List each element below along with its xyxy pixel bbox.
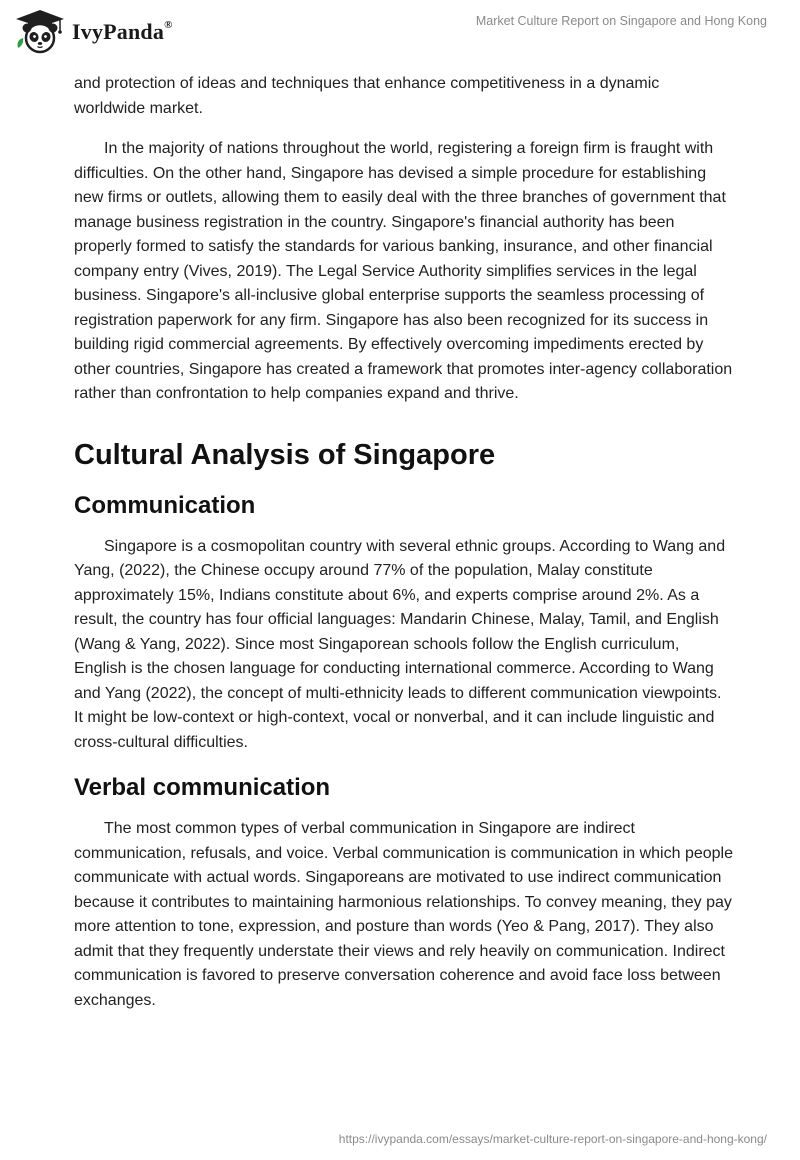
article-body [74, 72, 734, 1013]
heading-verbal-communication: Verbal communication [74, 774, 331, 801]
panda-graduate-icon [14, 8, 66, 54]
paragraph-communication: Singapore is a cosmopolitan country with several ethnic groups. According to Wang and Yang, (2022), the Chinese occupy around 77% of the population, Malay constitute approximately 15%, Indians constitute about 6%, and experts comprise around 2%. As a result, the country has four official languages: Mandarin Chinese, Malay, Tamil, and English (Wang & Yang, 2022). Since most Singaporean schools follow the English curriculum, English is the chosen language for conducting international commerce. According to Wang and Yang (2022), the concept of multi-ethnicity leads to different communication viewpoints. It might be low-context or high-context, vocal or nonverbal, and it can include linguistic and cross-cultural difficulties. [74, 537, 726, 751]
page-header [0, 0, 800, 64]
paragraph-registration: In the majority of nations throughout the world, registering a foreign firm is fraught with difficulties. On the other hand, Singapore has devised a simple procedure for establishing new firms or outlets, allowing them to easily deal with the three branches of government that manage business registration in the country. Singapore's financial authority has been properly formed to satisfy the standards for various banking, insurance, and other financial company entry (Vives, 2019). The Legal Service Authority simplifies services in the legal business. Singapore's all-inclusive global enterprise supports the seamless processing of registration paperwork for any firm. Singapore has also been recognized for its success in building rigid commercial agreements. By effectively overcoming impediments erected by other countries, Singapore has created a framework that promotes inter-agency collaboration rather than confrontation to help companies expand and thrive. [74, 140, 733, 402]
document-title: Market Culture Report on Singapore and Hong Kong [475, 14, 767, 28]
paragraph-verbal: The most common types of verbal communication in Singapore are indirect communication, refusals, and voice. Verbal communication is communication in which people communicate with actual words. Singaporeans are motivated to use indirect communication because it contributes to maintaining harmonious relationships. To convey meaning, they pay more attention to tone, expression, and posture than words (Yeo & Pang, 2017). They also admit that they frequently understate their views and rely heavily on communication. Indirect communication is favored to preserve conversation coherence and avoid face loss between exchanges. [74, 820, 733, 1009]
brand-logo[interactable] [14, 8, 173, 54]
heading-cultural-analysis: Cultural Analysis of Singapore [74, 438, 496, 471]
brand-name: IvyPanda® [72, 18, 173, 44]
paragraph-continued: and protection of ideas and techniques that enhance competitiveness in a dynamic worldwide market. [74, 75, 660, 117]
heading-communication: Communication [74, 491, 256, 519]
source-url[interactable]: https://ivypanda.com/essays/market-culture-report-on-singapore-and-hong-kong/ [338, 1132, 767, 1146]
